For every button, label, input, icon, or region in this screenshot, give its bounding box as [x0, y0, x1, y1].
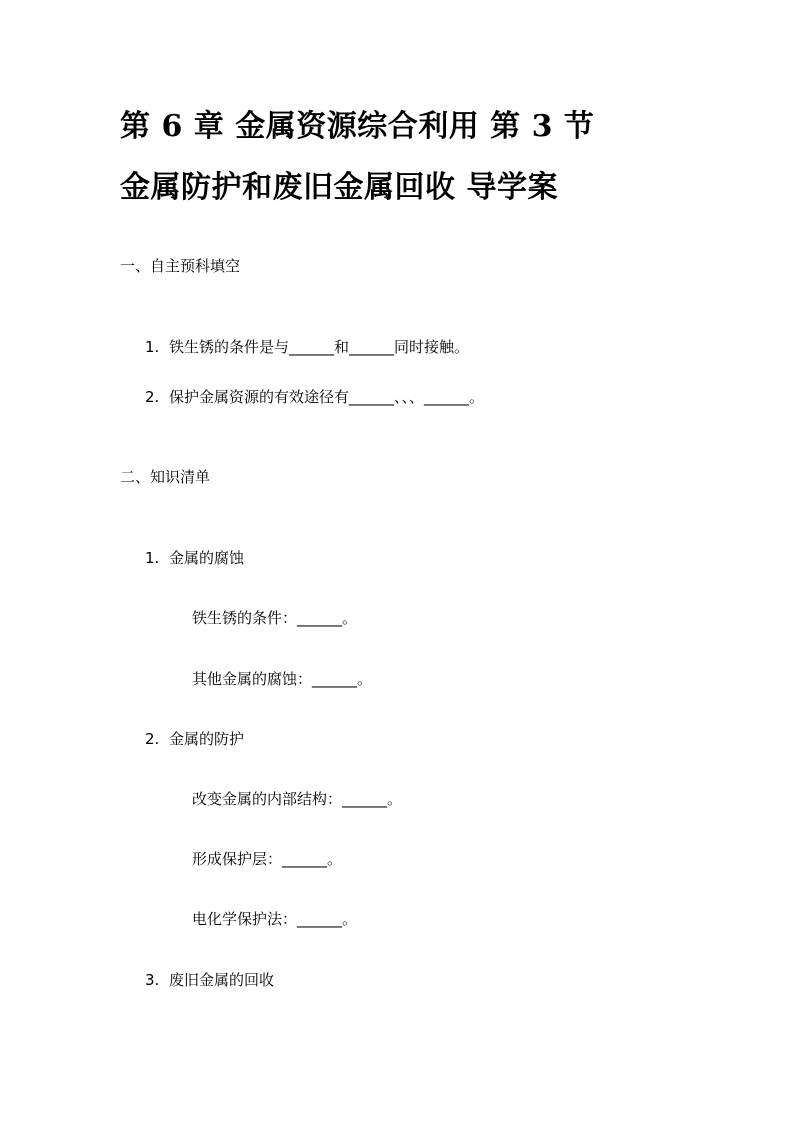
list-item — [145, 729, 244, 749]
item-text: 铁生锈的条件是与______和______同时接触。 — [169, 338, 470, 356]
item-text: 金属的腐蚀 — [169, 549, 245, 567]
item-text: 废旧金属的回收 — [169, 971, 275, 989]
item-number: 3. — [145, 971, 160, 989]
item-number: 2. — [145, 388, 160, 406]
item-number: 1. — [145, 549, 160, 567]
section-heading-knowledge-list: 二、知识清单 — [120, 468, 211, 486]
sub-item: 改变金属的内部结构：______。 — [192, 790, 403, 808]
item-number: 2. — [145, 730, 160, 748]
sub-item: 铁生锈的条件：______。 — [192, 609, 358, 627]
page-title-line-1: 第 6 章 金属资源综合利用 第 3 节 — [120, 109, 595, 144]
item-text: 金属的防护 — [169, 730, 245, 748]
list-item — [145, 337, 469, 357]
sub-item: 电化学保护法：______。 — [192, 910, 358, 928]
section-heading-self-study: 一、自主预科填空 — [120, 257, 241, 275]
list-item — [145, 970, 274, 990]
list-item — [145, 548, 244, 568]
sub-item: 形成保护层：______。 — [192, 850, 343, 868]
item-text: 保护金属资源的有效途径有______、、、______。 — [169, 388, 485, 406]
list-item — [145, 387, 484, 407]
sub-item: 其他金属的腐蚀：______。 — [192, 670, 373, 688]
item-number: 1. — [145, 338, 160, 356]
page-title-line-2: 金属防护和废旧金属回收 导学案 — [120, 170, 558, 205]
